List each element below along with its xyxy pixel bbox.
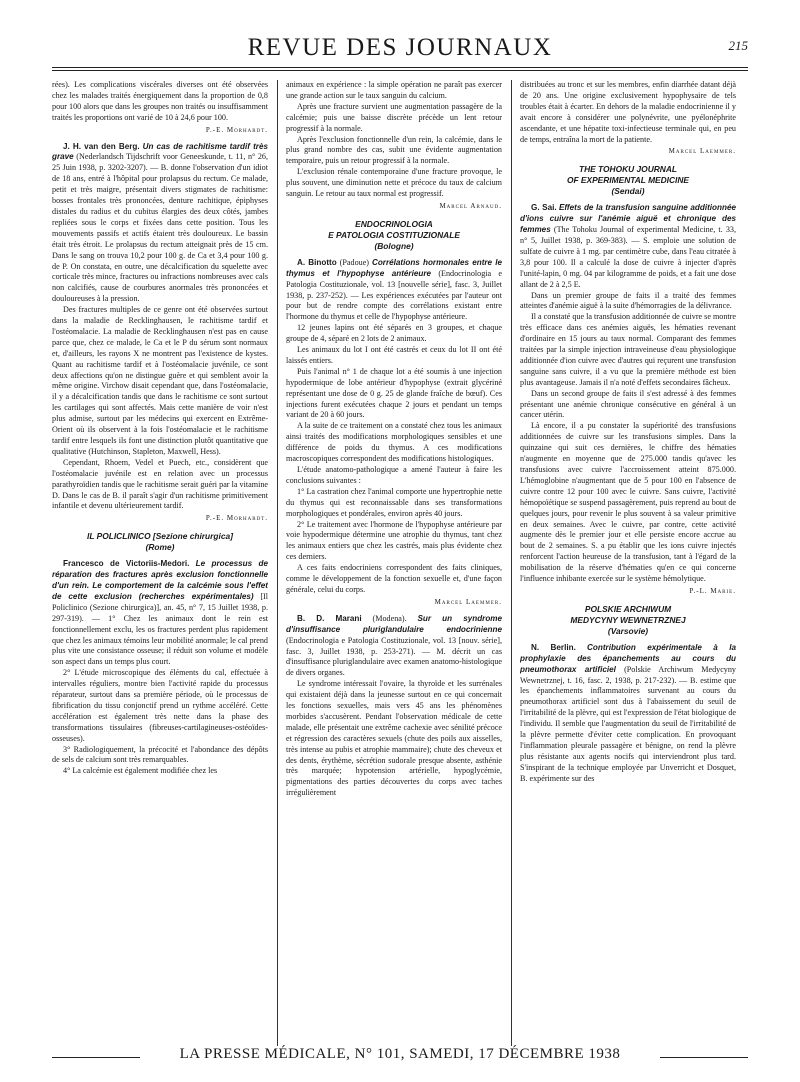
journal-section-heading: IL POLICLINICO [Sezione chirurgica] (87, 531, 233, 542)
paragraph: Le syndrome intéressait l'ovaire, la thyroïde et les surrénales qui existaient déjà dans la jeunesse surtout en ce qui concernait les fonctions sexuelles, mais vers 45 ans les phénomènes morbides s'accusèrent. Pendant l'observation médicale de cette malade, elle présentait une extrême cachexie avec sénilité précoce et régression des caractères sexuels (chute des poils aux aisselles, très intense au pubis et atrophie mammaire); chute des cheveux et des dents, érythème, sécrétion sudorale presque absente, asthénie très marquée; hypotension artérielle, hypoglycémie, pigmentations des parties découvertes du corps avec taches irrégulièrement (286, 679, 502, 798)
paragraph: Il a constaté que la transfusion additionnée de cuivre se montre très efficace dans ces anémies aiguës, les hématies revenant d'ordinaire en 15 jours au taux normal. Comparant des femmes traitées par la simple injection intraveineuse d'eau physiologique additionnée d'ion cuivre avec d'autres qui reçurent une transfusion sanguine sans cuivre, il a vu que la première méthode est bien plus avantageuse. Jamais il n'a noté d'effets secondaires fâcheux. (520, 312, 736, 387)
article-author: Francesco de Victoriis-Medori. (63, 559, 190, 569)
journal-section-heading: THE TOHOKU JOURNAL (578, 164, 678, 175)
paragraph: Là encore, il a pu constater la supériorité des transfusions additionnées de cuivre sur les transfusions simples. Dans la quinzaine qui suit ces dernières, le chiffre des hématies n'augmente en moyenne que de 275.000 tandis qu'avec les transfusions avec cuivre l'accroissement atteint 875.000. L'hémoglobine n'augmentant que de 5 pour 100 en l'absence de cuivre contre 12 pour 100 avec le cuivre. Sans cuivre, l'activité hémopoïétique se suspend passagèrement, puis reprend au bout de quelques jours, pour revenir le plus souvent à sa valeur primitive en deux semaines. Avec le cuivre, par contre, cette activité augmente dès le premier jour et elle persiste encore accrue au bout de 2 semaines. S. a pu établir que les ions cuivre injectés renforcent l'action heureuse de la transfusion, tant à l'égard de la mobilisation de la réserve d'hématies qu'en ce qui concerne l'influence inhibante exercée sur le système hémolytique. (520, 421, 736, 584)
article-author: N. Berlin. (531, 642, 576, 652)
paragraph: A ces faits endocriniens correspondent des faits cliniques, comme le développement de la fonction sexuelle et, d'une façon générale, celui du corps. (286, 563, 502, 594)
article (520, 643, 736, 785)
column-divider (511, 80, 512, 1050)
paragraph: distribuées au tronc et sur les membres, enfin diarrhée datant déjà de 20 ans. Une origine exclusivement hypophysaire de tels troubles était à écarter. En dehors de la maladie endocrinienne il y avait encore à considérer une polynévrite, une pyélonéphrite ascendante, et une hépatite toxi-infectieuse terminale qui, en peu de temps, entraîna la mort de la patiente. (520, 80, 736, 144)
journal-section-heading-line2: MEDYCYNY WEWNETRZNEJ (570, 614, 686, 625)
journal-section-city: (Rome) (145, 542, 175, 553)
article-reference: (Polskie Archiwum Medycyny Wewnetrznej, t. 16, fasc. 2, 1938, p. 217-232). — B. estime que les épanchements inflammatoires survenant au cours du pneumothorax artificiel sont dus à l'abaissement du seuil de l'irritabilité de la plèvre, qui est l'expression de l'état biologique de l'individu. Il semble que l'augmentation du seuil de l'irritabilité de la plèvre permette d'éviter cette complication. En provoquant l'inflammation pleurale passagère et bénigne, on rend la plèvre plus résistante aux agents nocifs qui interviendront plus tard. S'inspirant de la technique employée par Unverricht et Dosquet, B. expérimente sur des (520, 664, 736, 783)
paragraph: rées). Les complications viscérales diverses ont été observées chez les malades traités énergiquement dans la proportion de 0,8 pour 100 alors que dans les groupes non traités ou insuffisamment traités les proportions ont varié de 10 à 24,6 pour 100. (52, 80, 268, 122)
author-signature: P.-L. Marie. (689, 586, 736, 595)
paragraph: Dans un second groupe de faits il s'est adressé à des femmes présentant une anémie chronique consécutive en général à un cancer utérin. (520, 388, 736, 420)
paragraph: Après l'exclusion fonctionnelle d'un rein, la calcémie, dans le plus grand nombre des cas, subit une évidente augmentation temporaire, puis un retour progressif à la normale. (286, 134, 502, 166)
article-reference: (Nederlandsch Tijdschrift voor Geneeskunde, t. 11, n° 26, 25 Juin 1938, p. 3202-3207). — B. donne l'observation d'un idiot de 18 ans, entré à l'hôpital pour prolapsus du rectum. Ce malade, petit et très maigre, présentait divers stigmates de rachitisme: bosses frontales très prononcées, denture rachitique, épiphyses distales du radius et du cubitus élargies des deux côtés, jambes repliées sous le corps et fixées dans cette position. Tous les mouvements passifs et actifs étaient très douloureux. Le bassin était très étroit. Le prolapsus du rectum atteignait près de 15 cm. Dans le sang on trouva 10,2 pour 100 g. de Ca et 3,4 pour 100 g. de P. On constata, en outre, une décalcification du squelette avec corticale très mince, fractures ou infractions nombreuses avec cals non calcifiés, cause de courbures anormales très prononcées et douloureuses à la pression. (52, 152, 268, 304)
header-rule-second (52, 70, 748, 71)
article (52, 142, 268, 513)
author-signature: Marcel Arnaud. (439, 201, 502, 210)
article-title: Un cas de rachitisme tardif très grave (52, 141, 268, 162)
article-title: Contribution expérimentale à la prophylaxie des épanchements au cours du pneumothorax artificiel (520, 642, 736, 674)
article (520, 203, 736, 585)
column-divider (277, 80, 278, 1050)
page-header (52, 34, 748, 64)
author-signature: Marcel Laemmer. (434, 597, 502, 606)
article-author: A. Binotto (297, 257, 337, 267)
journal-section-heading: POLSKIE ARCHIWUM (584, 603, 672, 614)
page-number: 215 (728, 38, 748, 53)
paragraph: Les animaux du lot I ont été castrés et ceux du lot II ont été laissés entiers. (286, 345, 502, 365)
article-title: Effets de la transfusion sanguine additionnée d'ions cuivre sur l'anémie aiguë et chronique des femmes (520, 203, 736, 235)
article-reference: [Il Policlinico (Sezione chirurgica)], an. 45, n° 7, 15 Juillet 1938, p. 297-319). — 1° Chez les animaux dont le rein est fonctionnellement exclu, les os fractures perdent plus rapidement que chez les animaux témoins leur mobilité anormale; le cal prend plus vite une consistance osseuse; il réduit son volume et modèle son aspect dans un temps plus court. (52, 591, 268, 667)
author-signature: Marcel Laemmer. (668, 147, 736, 156)
article-author: G. Sai. (531, 203, 557, 213)
article-reference: (Endocrinologia e Patologia Costituzionale, vol. 13 [nouv. série], fasc. 3, Juillet 1938, p. 253-271). — M. décrit un cas d'insuffisance pluriglandulaire avec examen anatomo-histologique de divers organes. (286, 635, 502, 678)
paragraph: Cependant, Rhoem, Vedel et Puech, etc., considèrent que l'ostéomalacie juvénile est en relation avec un processus parathyroïdien tandis que le rachitisme serait guéri par la vitamine D. Dans le cas de B. il paraît s'agir d'un rachitisme primitivement infantile et devenu ultérieurement tardif. (52, 457, 268, 511)
author-signature: P.-E. Morhardt. (205, 125, 268, 134)
article (286, 614, 502, 799)
paragraph: 2° L'étude microscopique des éléments du cal, effectuée à intervalles réguliers, montre bien l'activité rapide du processus réparateur, surtout dans sa première période, où le processus de fibrification du tissu conjonctif prend un rythme accéléré. Cette accélération est également très nette dans la phase des transformations tissulaires (fibreuses-cartilagineuses-ostéoïdes-osseuses). (52, 668, 268, 743)
column-left (52, 80, 268, 1080)
journal-section-city: (Varsovie) (607, 625, 649, 636)
column-right (520, 80, 736, 1080)
article-author: J. H. van den Berg. (63, 141, 140, 151)
journal-section-heading: ENDOCRINOLOGIA (355, 218, 433, 229)
article (52, 559, 268, 777)
journal-section-city: (Bologne) (374, 240, 414, 251)
paragraph: A la suite de ce traitement on a constaté chez tous les animaux ainsi traités des modifications morphologiques sensibles et une différence de poids du thymus. A ces modifications macroscopiques correspondent des modifications histologiques. (286, 421, 502, 464)
paragraph: Puis l'animal n° 1 de chaque lot a été soumis à une injection hypodermique de lobe antérieur d'hypophyse (extrait glycériné représentant une dose de 0 g. 25 de glande fraîche de bœuf). Ces injections furent exécutées chaque 2 jours et pendant un temps variant de 20 à 60 jours. (286, 366, 502, 420)
journal-title: REVUE DES JOURNAUX (247, 34, 553, 61)
paragraph: 12 jeunes lapins ont été séparés en 3 groupes, et chaque groupe de 4, séparé en 2 lots de 2 animaux. (286, 323, 502, 344)
paragraph: animaux en expérience : la simple opération ne paraît pas exercer une grande action sur le taux sanguin du calcium. (286, 80, 502, 100)
paragraph: L'exclusion rénale contemporaine d'une fracture provoque, le plus souvent, une diminution nette et précoce du taux de calcium sanguin. Le retour au taux normal est progressif. (286, 167, 502, 199)
column-middle (286, 80, 502, 1080)
article-reference: (The Tohoku Journal of experimental Medicine, t. 33, n° 5, Juillet 1938, p. 369-383). — S. emploie une solution de sulfate de cuivre à 1 mg. par centimètre cube, dans l'eau citratée à 3,8 pour 100. Il a calculé la dose de cuivre à injecter d'après l'unité-lapin, 0 mg. 04 par kilogramme de poids, et a fait une dose allant de 2 à 2,5 E. (520, 225, 736, 289)
journal-section-heading-line2: E PATOLOGIA COSTITUZIONALE (328, 229, 460, 240)
article-reference: (Endocrinologia e Patologia Costituzionale, vol. 13 [nouvelle série], fasc. 3, Juillet 1938, p. 237-252). — Les expériences exécutées par l'auteur ont pour but de rendre compte des corrélations existant entre l'hormone du thymus et celle de l'hypophyse antérieure. (286, 268, 502, 322)
article-title: Corrélations hormonales entre le thymus et l'hypophyse antérieure (286, 257, 502, 278)
article-author-place: (Modena). (372, 613, 407, 623)
article-title: Le processus de réparation des fractures après exclusion fonctionnelle d'un rein. Le comportement de la calcémie sous l'effet de cette exclusion (recherches expérimentales) (52, 559, 268, 601)
journal-section-heading-line2: OF EXPERIMENTAL MEDICINE (566, 175, 690, 186)
author-signature: P.-E. Morhardt. (205, 514, 268, 523)
paragraph: 3° Radiologiquement, la précocité et l'abondance des dépôts de sels de calcium sont très remarquables. (52, 744, 268, 765)
paragraph: Après une fracture survient une augmentation passagère de la calcémie; puis une baisse discrète précède un lent retour progressif à la normale. (286, 101, 502, 133)
paragraph: 2° Le traitement avec l'hormone de l'hypophyse antérieure par voie hypodermique détermine une atrophie du thymus, tant chez les animaux entiers que chez les castrés, mais plus évidente chez ces derniers. (286, 519, 502, 562)
paragraph: 4° La calcémie est également modifiée chez les (63, 766, 218, 776)
article-author-place: (Padoue) (339, 257, 370, 267)
paragraph: Dans un premier groupe de faits il a traité des femmes atteintes d'anémie aiguë à la suite d'hémorragies de la délivrance. (520, 290, 736, 311)
header-rule (52, 67, 748, 68)
article-author: B. D. Marani (297, 613, 362, 623)
journal-section-city: (Sendai) (611, 186, 645, 197)
paragraph: 1° La castration chez l'animal comporte une hypertrophie nette du thymus qui est reconnaissable dans ses transformations morphologiques et pondérales, environ après 40 jours. (286, 486, 502, 518)
paragraph: Des fractures multiples de ce genre ont été observées surtout dans la maladie de Recklinghausen, le rachitisme tardif et l'ostéomalacie. La maladie de Recklinghausen n'est pas en cause parce que, chez ce malade, le Ca et le P du sérum sont normaux et, d'ailleurs, les rayons X ne montrent pas l'existence de kystes. Quant au rachitisme tardif et à l'ostéomalacie juvénile, ce sont deux affections qu'on ne distingue guère et qui semblent avoir la même origine. Virchow disait cependant que, dans l'ostéomalacie, il y a décalcification tandis que dans le rachitisme ce sont surtout les cartilages qui sont affectés. Mais cette manière de voir n'est plus admise, surtout par les médecins qui exercent en Extrême-Orient où ils observent à la fois l'ostéomalacie et le rachitisme tardif entre lesquels ils font une distinction plutôt quantitative que qualitative (Hutchinson, Stapleton, Maxwell, Hess). (52, 305, 268, 456)
paragraph: L'étude anatomo-pathologique a amené l'auteur à faire les conclusions suivantes : (286, 465, 502, 485)
article (286, 258, 502, 596)
footer-issue-line: LA PRESSE MÉDICALE, N° 101, SAMEDI, 17 DÉCEMBRE 1938 (140, 1046, 660, 1063)
article-title: Sur un syndrome d'insuffisance pluriglandulaire endocrinienne (286, 613, 502, 634)
